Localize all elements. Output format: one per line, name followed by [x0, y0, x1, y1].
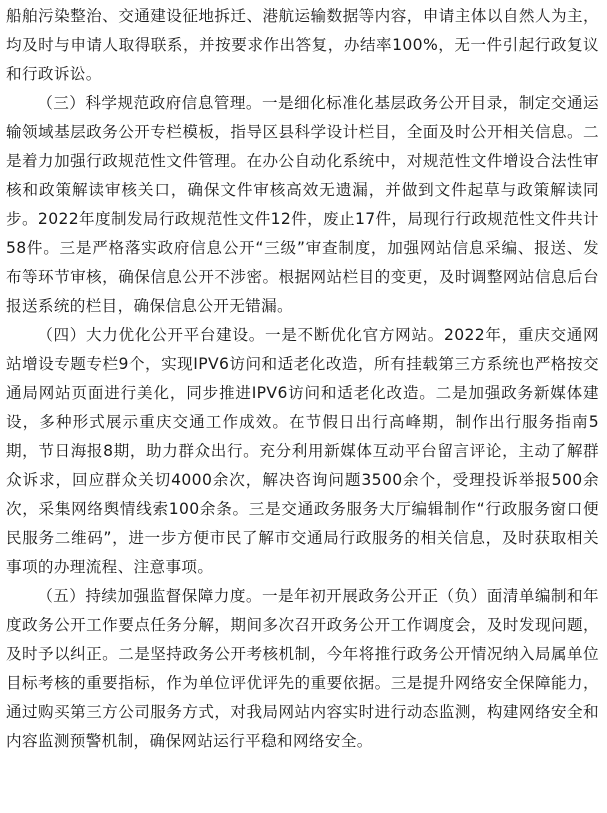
- paragraph-section-five: （五）持续加强监督保障力度。一是年初开展政务公开正（负）面清单编制和年度政务公开工作要点任务分解，期间多次召开政务公开工作调度会，及时发现问题，及时予以纠正。二是坚持政务公开考核机制，今年将推行政务公开情况纳入局属单位目标考核的重要指标，作为单位评优评先的重要依据。三是提升网络安全保障能力，通过购买第三方公司服务方式，对我局网站内容实时进行动态监测，构建网络安全和内容监测预警机制，确保网站运行平稳和网络安全。: [6, 587, 599, 750]
- paragraph-section-three: （三）科学规范政府信息管理。一是细化标准化基层政务公开目录，制定交通运输领域基层政务公开专栏模板，指导区县科学设计栏目，全面及时公开相关信息。二是着力加强行政规范性文件管理。在办公自动化系统中，对规范性文件增设合法性审核和政策解读审核关口，确保文件审核高效无遗漏，并做到文件起草与政策解读同步。2022年度制发局行政规范性文件12件，废止17件，局现行行政规范性文件共计58件。三是严格落实政府信息公开“三级”审查制度，加强网站信息采编、报送、发布等环节审核，确保信息公开不涉密。根据网站栏目的变更，及时调整网站信息后台报送系统的栏目，确保信息公开无错漏。: [6, 94, 599, 315]
- paragraph-section-four: （四）大力优化公开平台建设。一是不断优化官方网站。2022年，重庆交通网站增设专题专栏9个，实现IPV6访问和适老化改造，所有挂载第三方系统也严格按交通局网站页面进行美化，同步推进IPV6访问和适老化改造。二是加强政务新媒体建设，多种形式展示重庆交通工作成效。在节假日出行高峰期，制作出行服务指南5期，节日海报8期，助力群众出行。充分利用新媒体互动平台留言评论，主动了解群众诉求，回应群众关切4000余次，解决咨询问题3500余个，受理投诉举报500余次，采集网络舆情线索100余条。三是交通政务服务大厅编辑制作“行政服务窗口便民服务二维码”，进一步方便市民了解市交通局行政服务的相关信息，及时获取相关事项的办理流程、注意事项。: [6, 326, 599, 576]
- paragraph-continuation: 船舶污染整治、交通建设征地拆迁、港航运输数据等内容，申请主体以自然人为主，均及时与申请人取得联系，并按要求作出答复，办结率100%，无一件引起行政复议和行政诉讼。: [6, 7, 599, 83]
